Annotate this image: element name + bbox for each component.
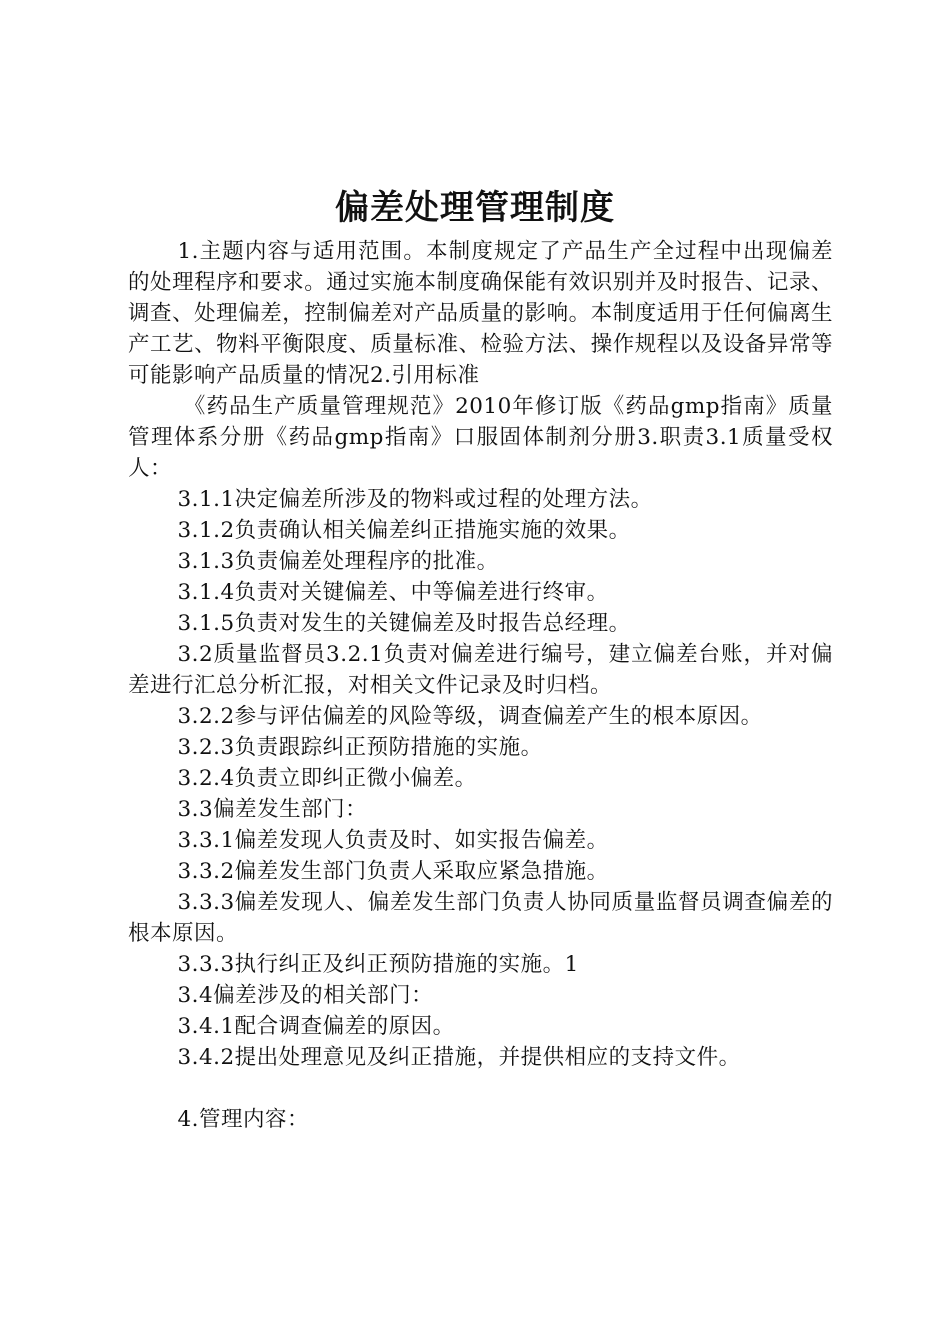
paragraph-management-content: 4.管理内容： xyxy=(177,1107,309,1132)
paragraph-3-2-4: 3.2.4负责立即纠正微小偏差。 xyxy=(177,766,477,791)
paragraph-3-2: 3.2质量监督员3.2.1负责对偏差进行编号，建立偏差台账，并对偏差进行汇总分析汇报，对相关文件记录及时归档。 xyxy=(128,642,833,698)
paragraph-3-4: 3.4偏差涉及的相关部门： xyxy=(177,983,434,1008)
document-body xyxy=(128,236,833,1135)
paragraph-3-4-2: 3.4.2提出处理意见及纠正措施，并提供相应的支持文件。 xyxy=(177,1045,741,1070)
paragraph-3-3-3a: 3.3.3偏差发现人、偏差发生部门负责人协同质量监督员调查偏差的根本原因。 xyxy=(128,890,833,946)
paragraph-3-4-1: 3.4.1配合调查偏差的原因。 xyxy=(177,1014,455,1039)
paragraph-3-3-2: 3.3.2偏差发生部门负责人采取应紧急措施。 xyxy=(177,859,609,884)
paragraph-3-3-3b: 3.3.3执行纠正及纠正预防措施的实施。1 xyxy=(177,952,579,977)
paragraph-3-3-1: 3.3.1偏差发现人负责及时、如实报告偏差。 xyxy=(177,828,609,853)
paragraph-3-1-5: 3.1.5负责对发生的关键偏差及时报告总经理。 xyxy=(177,611,631,636)
paragraph-3-1-3: 3.1.3负责偏差处理程序的批准。 xyxy=(177,549,499,574)
paragraph-3-1-2: 3.1.2负责确认相关偏差纠正措施实施的效果。 xyxy=(177,518,631,543)
paragraph-3-2-2: 3.2.2参与评估偏差的风险等级，调查偏差产生的根本原因。 xyxy=(177,704,763,729)
paragraph-3-3: 3.3偏差发生部门： xyxy=(177,797,368,822)
paragraph-3-1-1: 3.1.1决定偏差所涉及的物料或过程的处理方法。 xyxy=(177,487,653,512)
paragraph-references: 《药品生产质量管理规范》2010年修订版《药品gmp指南》质量管理体系分册《药品gmp指南》口服固体制剂分册3.职责3.1质量受权人： xyxy=(128,394,833,481)
paragraph-3-2-3: 3.2.3负责跟踪纠正预防措施的实施。 xyxy=(177,735,543,760)
paragraph-3-1-4: 3.1.4负责对关键偏差、中等偏差进行终审。 xyxy=(177,580,609,605)
paragraph-scope: 1.主题内容与适用范围。本制度规定了产品生产全过程中出现偏差的处理程序和要求。通过实施本制度确保能有效识别并及时报告、记录、调查、处理偏差，控制偏差对产品质量的影响。本制度适用于任何偏离生产工艺、物料平衡限度、质量标准、检验方法、操作规程以及设备异常等可能影响产品质量的情况2.引用标准 xyxy=(128,239,833,388)
document-title: 偏差处理管理制度 xyxy=(335,188,615,228)
